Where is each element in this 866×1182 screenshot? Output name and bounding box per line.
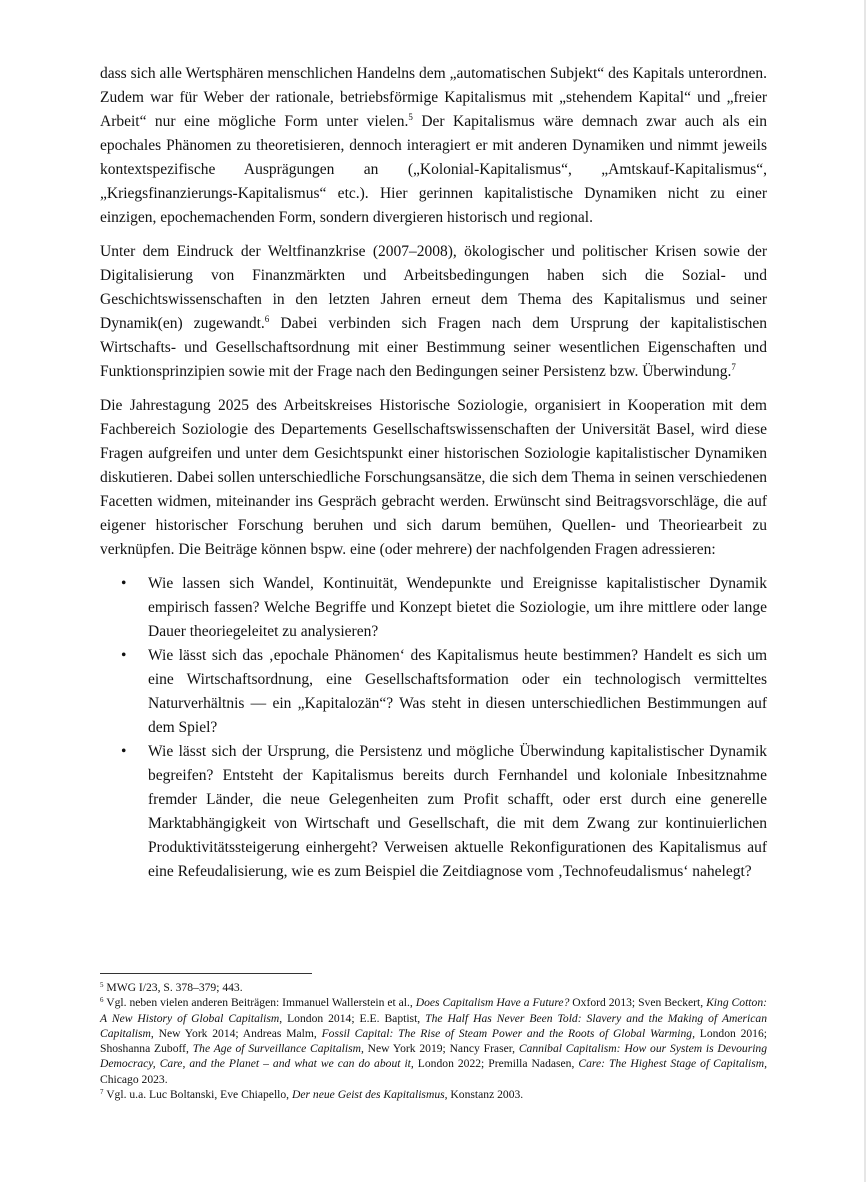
text: Unter dem Eindruck der Weltfinanzkrise (2007–2008), ökologischer und politischer Krisen sowie der Digitalisierung von Finanzmärkten und Arbeitsbedingungen haben sich die Sozial- und Geschichtswissenschaften in den letzten Jahren erneut dem Thema des Kapitalismus und seiner Dynamik(en) zugewandt. bbox=[100, 243, 767, 332]
list-item bbox=[121, 740, 767, 884]
text: Der Kapitalismus wäre demnach zwar auch als ein epochales Phänomen zu theoretisieren, dennoch interagiert er mit anderen Dynamiken und nimmt jeweils kontextspezifische Ausprägungen an („Kolonial-Kapitalismus“, „Amtskauf-Kapitalismus“, „Kriegsfinanzierungs-Kapitalismus“ etc.). Hier gerinnen kapitalistische Dynamiken nicht zu einer einzigen, epochemachenden Form, sondern divergieren historisch und regional. bbox=[100, 113, 767, 226]
footnote-5 bbox=[100, 980, 767, 995]
footnote-divider bbox=[100, 973, 312, 974]
text: Vgl. neben vielen anderen Beiträgen: Immanuel Wallerstein et al., bbox=[103, 996, 416, 1010]
text: , Konstanz 2003. bbox=[444, 1088, 524, 1102]
book-title: The Half Has Never Been Told: Slavery and the Making of American Capitalism bbox=[100, 1011, 768, 1040]
book-title: The Age of Surveillance Capitalism, bbox=[192, 1042, 364, 1056]
footnote-number: 6 bbox=[100, 996, 104, 1005]
text: Oxford 2013; Sven Beckert, bbox=[569, 996, 707, 1010]
footnote-number: 7 bbox=[100, 1088, 104, 1097]
paragraph-crisis bbox=[100, 240, 767, 384]
footnote-6 bbox=[100, 995, 767, 1087]
footnote-ref-5[interactable]: 5 bbox=[408, 112, 413, 122]
list-item bbox=[121, 644, 767, 740]
list-item bbox=[121, 572, 767, 644]
text: MWG I/23, S. 378–379; 443. bbox=[103, 981, 243, 994]
document-body bbox=[100, 62, 767, 884]
question-list bbox=[100, 572, 767, 884]
book-title: Fossil Capital: The Rise of Steam Power and the Roots of Global Warming, bbox=[321, 1026, 695, 1040]
footnote-ref-7[interactable]: 7 bbox=[731, 362, 736, 372]
book-title: Does Capitalism Have a Future? bbox=[415, 996, 570, 1010]
bullet-icon: • bbox=[121, 647, 127, 664]
text: Vgl. u.a. Luc Boltanski, Eve Chiapello, bbox=[103, 1088, 292, 1102]
text: London 2016; Shoshanna Zuboff, bbox=[100, 1026, 767, 1056]
list-item-text: Wie lässt sich das ‚epochale Phänomen‘ des Kapitalismus heute bestimmen? Handelt es sich um eine Wirtschaftsordnung, eine Gesellschaftsformation oder ein technologisch vermitteltes Naturverhältnis — ein „Kapitalozän“? Was steht in diesen unterschiedlichen Bestimmungen auf dem Spiel? bbox=[148, 647, 767, 736]
list-item-text: Wie lassen sich Wandel, Kontinuität, Wendepunkte und Ereignisse kapitalistischer Dynamik empirisch fassen? Welche Begriffe und Konzept bietet die Soziologie, um ihre mittlere oder lange Dauer theoriegeleitet zu analysieren? bbox=[148, 575, 767, 640]
footnote-ref-6[interactable]: 6 bbox=[264, 314, 270, 324]
text: Dabei verbinden sich Fragen nach dem Ursprung der kapitalistischen Wirtschafts- und Gesellschaftsordnung mit einer Bestimmung seiner wesentlichen Eigenschaften und Funktionsprinzipien sowie mit der Frage nach den Bedingungen seiner Persistenz bzw. Überwindung. bbox=[100, 315, 768, 380]
book-title: King Cotton: A New History of Global Capitalism bbox=[100, 996, 767, 1025]
book-title: Care: The Highest Stage of Capitalism, bbox=[578, 1057, 767, 1071]
text: dass sich alle Wertsphären menschlichen Handelns dem „automatischen Subjekt“ des Kapitals unterordnen. Zudem war für Weber der rationale, betriebsförmige Kapitalismus mit „stehendem Kapital“ und „freier Arbeit“ nur eine mögliche Form unter vielen. bbox=[100, 65, 767, 130]
text: London 2022; Premilla Nadasen, bbox=[413, 1057, 579, 1071]
paragraph-conference: Die Jahrestagung 2025 des Arbeitskreises Historische Soziologie, organisiert in Kooperation mit dem Fachbereich Soziologie des Departements Gesellschaftswissenschaften der Universität Basel, wird diese Fragen aufgreifen und unter dem Gesichtspunkt einer historischen Soziologie kapitalistischer Dynamiken diskutieren. Dabei sollen unterschiedliche Forschungsansätze, die sich dem Thema in seinen verschiedenen Facetten widmen, miteinander ins Gespräch gebracht werden. Erwünscht sind Beitragsvorschläge, die auf eigener historischer Forschung beruhen und sich darum bemühen, Quellen- und Theoriearbeit zu verknüpfen. Die Beiträge können bspw. eine (oder mehrere) der nachfolgenden Fragen adressieren: bbox=[100, 397, 767, 558]
text: , London 2014; E.E. Baptist, bbox=[279, 1011, 426, 1025]
text: , New York 2014; Andreas Malm, bbox=[150, 1026, 322, 1040]
bullet-icon: • bbox=[121, 575, 127, 592]
bullet-icon: • bbox=[121, 743, 127, 760]
footnote-7 bbox=[100, 1087, 767, 1102]
footnote-number: 5 bbox=[100, 981, 104, 989]
text: New York 2019; Nancy Fraser, bbox=[363, 1042, 519, 1056]
paragraph-weber bbox=[100, 62, 767, 230]
list-item-text: Wie lässt sich der Ursprung, die Persistenz und mögliche Überwindung kapitalistischer Dynamik begreifen? Entsteht der Kapitalismus bereits durch Fernhandel und koloniale Inbesitznahme fremder Länder, die neue Gelegenheiten zum Profit schafft, oder erst durch eine generelle Marktabhängigkeit von Wirtschaft und Gesellschaft, die mit dem Zwang zur kontinuierlichen Produktivitätssteigerung einhergeht? Verweisen aktuelle Rekonfigurationen des Kapitalismus auf eine Refeudalisierung, wie es zum Beispiel die Zeitdiagnose vom ‚Technofeudalismus‘ nahelegt? bbox=[148, 743, 767, 880]
footnotes bbox=[100, 980, 767, 1102]
book-title: Der neue Geist des Kapitalismus bbox=[291, 1088, 445, 1102]
book-title: Cannibal Capitalism: How our System is Devouring Democracy, Care, and the Planet – and what we can do about it, bbox=[100, 1042, 768, 1071]
text: Chicago 2023. bbox=[100, 1072, 168, 1086]
